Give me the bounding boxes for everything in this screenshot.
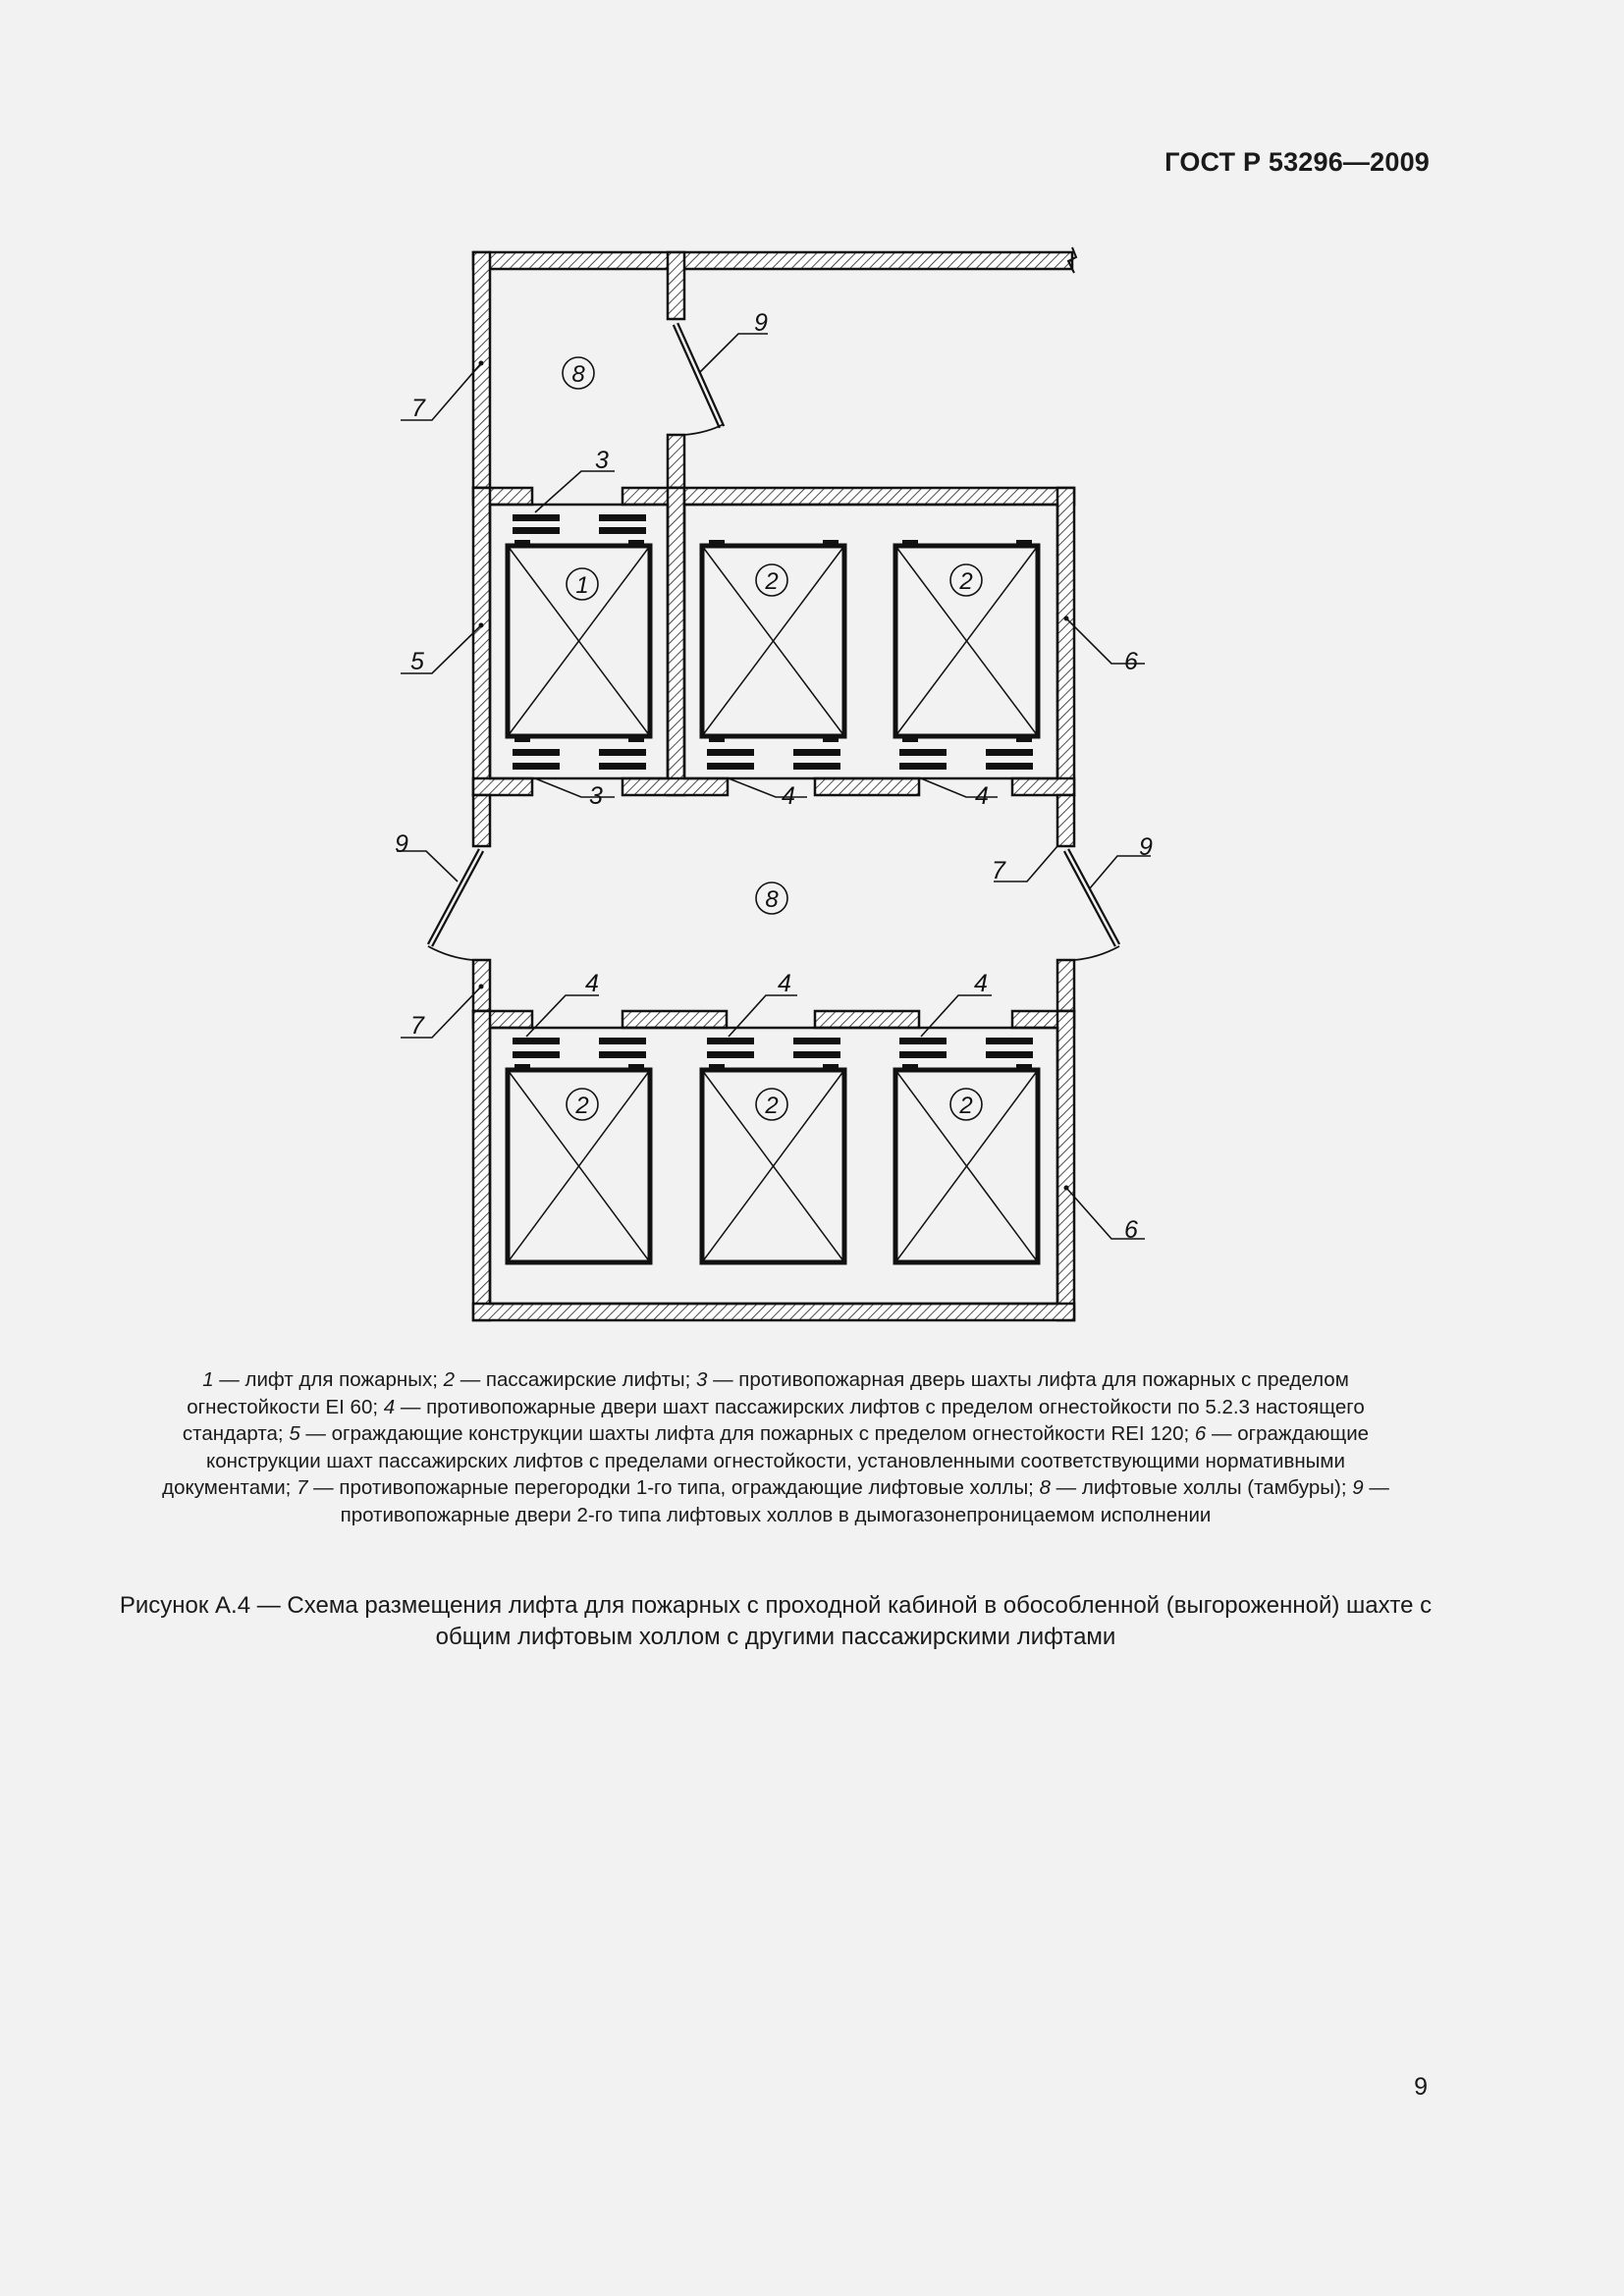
callout-7: 7 (411, 395, 425, 422)
callout-2: 2 (765, 1093, 779, 1119)
document-code: ГОСТ Р 53296—2009 (1164, 147, 1430, 177)
legend-item: 6 — ограждающие конструкции шахт пассажирских лифтов с пределами огнестойкости, установленными соответствующими нормативными документами; (162, 1422, 1370, 1499)
legend-item: 5 — ограждающие конструкции шахты лифта для пожарных с пределом огнестойкости REI 120; (289, 1422, 1195, 1445)
callout-6: 6 (1124, 648, 1138, 675)
callout-4: 4 (975, 782, 989, 810)
page-number: 9 (1414, 2073, 1428, 2101)
legend-item: 4 — противопожарные двери шахт пассажирских лифтов с пределом огнестойкости по 5.2.3 настоящего стандарта; (182, 1395, 1365, 1445)
callout-4: 4 (585, 970, 599, 997)
callout-4: 4 (974, 970, 988, 997)
callout-2: 2 (959, 568, 973, 595)
legend-item: 3 — противопожарная дверь шахты лифта для пожарных с пределом огнестойкости EI 60; (187, 1368, 1349, 1418)
callout-2: 2 (575, 1093, 589, 1119)
figure-legend (157, 1366, 1394, 1528)
callout-1: 1 (575, 572, 589, 599)
callout-3: 3 (589, 782, 603, 810)
callout-2: 2 (765, 568, 779, 595)
callout-9: 9 (395, 830, 408, 858)
callout-9: 9 (1139, 833, 1153, 861)
legend-item: 1 — лифт для пожарных; (202, 1368, 444, 1391)
callout-7: 7 (992, 857, 1005, 884)
figure-caption: Рисунок А.4 — Схема размещения лифта для пожарных с проходной кабиной в обособленной (выгороженной) шахте с общим лифтовым холлом с другими пассажирскими лифтами (119, 1592, 1433, 1650)
legend-item: 8 — лифтовые холлы (тамбуры); (1039, 1476, 1353, 1499)
legend-item: 7 — противопожарные перегородки 1-го типа, ограждающие лифтовые холлы; (297, 1476, 1040, 1499)
callout-4: 4 (778, 970, 791, 997)
callout-3: 3 (595, 447, 609, 474)
leader-dots (479, 361, 1069, 1191)
callout-6: 6 (1124, 1216, 1138, 1244)
callout-2: 2 (959, 1093, 973, 1119)
callout-9: 9 (754, 309, 768, 337)
callout-8-lobby: 8 (765, 886, 779, 913)
legend-item: 2 — пассажирские лифты; (443, 1368, 696, 1391)
callout-8-upper: 8 (571, 361, 585, 388)
callout-5: 5 (410, 648, 424, 675)
callout-4: 4 (782, 782, 795, 810)
legend-item: 9 — противопожарные двери 2-го типа лифтовых холлов в дымогазонепроницаемом исполнении (340, 1476, 1389, 1526)
callout-7: 7 (410, 1012, 424, 1040)
